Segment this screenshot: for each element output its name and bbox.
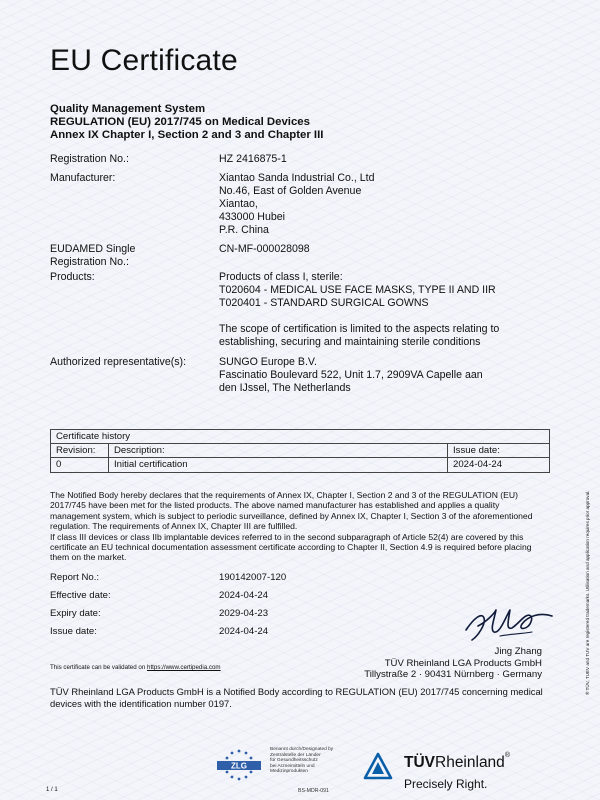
validation-prefix: This certificate can be validated on xyxy=(50,664,147,671)
report-label: Report No.: xyxy=(50,572,100,583)
certificate-history-table xyxy=(50,429,550,473)
zlg-logo-icon xyxy=(215,748,263,784)
zlg-line: Medizinprodukten xyxy=(270,769,308,775)
registration-label: Registration No.: xyxy=(50,153,129,165)
scope-line: The scope of certification is limited to the aspects relating to xyxy=(219,323,500,335)
manufacturer-line: P.R. China xyxy=(219,224,269,236)
heading-line: REGULATION (EU) 2017/745 on Medical Devices xyxy=(50,116,310,128)
validation-note xyxy=(50,664,221,671)
history-description: Initial certification xyxy=(109,458,448,472)
product-line: T020604 - MEDICAL USE FACE MASKS, TYPE II AND IIR xyxy=(219,284,496,296)
page-title: EU Certificate xyxy=(50,44,238,77)
expiry-date-value: 2029-04-23 xyxy=(219,608,269,619)
history-issue-date: 2024-04-24 xyxy=(453,459,503,470)
effective-date-value: 2024-04-24 xyxy=(219,590,269,601)
authorized-line: den IJssel, The Netherlands xyxy=(219,382,351,394)
signer-company: TÜV Rheinland LGA Products GmbH xyxy=(384,657,542,669)
tuv-registered-mark: ® xyxy=(504,752,510,759)
eudamed-label-line: EUDAMED Single xyxy=(50,243,136,255)
page-number: 1 / 1 xyxy=(46,787,58,793)
products-label: Products: xyxy=(50,271,95,283)
tuv-brand-name xyxy=(404,754,510,772)
products-value xyxy=(219,271,539,349)
product-line: Products of class I, sterile: xyxy=(219,271,343,283)
report-value: 190142007-120 xyxy=(219,572,287,583)
effective-date-label: Effective date: xyxy=(50,590,111,601)
eudamed-label xyxy=(50,243,215,269)
authorized-line: SUNGO Europe B.V. xyxy=(219,356,317,368)
history-header-description: Description: xyxy=(109,444,448,457)
registration-value: HZ 2416875-1 xyxy=(219,153,287,165)
zlg-line: Zentralstelle der Länder xyxy=(270,752,321,758)
tuv-name-bold: TÜV xyxy=(404,754,435,771)
history-header-issue-date: Issue date: xyxy=(453,445,500,456)
authorized-line: Fascinatio Boulevard 522, Unit 1.7, 2909VA Capelle aan xyxy=(219,369,483,381)
heading-line: Annex IX Chapter I, Section 2 and 3 and Chapter III xyxy=(50,129,324,141)
authorized-label: Authorized representative(s): xyxy=(50,356,187,368)
manufacturer-line: No.46, East of Golden Avenue xyxy=(219,185,362,197)
zlg-logo-text: ZLG xyxy=(231,761,247,771)
manufacturer-label: Manufacturer: xyxy=(50,172,116,184)
eudamed-value: CN-MF-000028098 xyxy=(219,243,310,255)
trademark-note: ® TÜV, TUEV and TUV are registered trademarks. Utilisation and application requires prior approval. xyxy=(585,490,590,695)
signer-block xyxy=(364,646,542,681)
zlg-line: für Gesundheitsschutz xyxy=(270,758,318,764)
zlg-line: bei Arzneimitteln und xyxy=(270,763,315,769)
signature-mark xyxy=(460,600,560,645)
manufacturer-value xyxy=(219,172,539,237)
history-caption: Certificate history xyxy=(56,431,131,442)
heading-line: Quality Management System xyxy=(50,103,206,115)
history-revision: 0 xyxy=(51,458,109,472)
table-row xyxy=(51,458,549,472)
authorized-value xyxy=(219,356,539,395)
tuv-slogan: Precisely Right. xyxy=(404,777,488,791)
expiry-date-label: Expiry date: xyxy=(50,608,101,619)
certificate-heading xyxy=(50,103,323,142)
tuv-triangle-icon xyxy=(363,752,393,780)
manufacturer-line: 433000 Hubei xyxy=(219,211,285,223)
history-header-row xyxy=(51,444,549,458)
history-caption-row xyxy=(51,430,549,444)
signer-name: Jing Zhang xyxy=(494,646,542,657)
eudamed-label-line: Registration No.: xyxy=(50,256,129,268)
issue-date-value: 2024-04-24 xyxy=(219,626,269,637)
scope-line: establishing, securing and maintaining sterile conditions xyxy=(219,336,481,348)
product-line: T020401 - STANDARD SURGICAL GOWNS xyxy=(219,297,429,309)
manufacturer-line: Xiantao, xyxy=(219,198,258,210)
tuv-name-regular: Rheinland xyxy=(435,754,505,771)
history-header-revision: Revision: xyxy=(51,444,109,457)
issue-date-label: Issue date: xyxy=(50,626,97,637)
zlg-line: Benannt durch/Designated by xyxy=(270,747,334,752)
manufacturer-line: Xiantao Sanda Industrial Co., Ltd xyxy=(219,172,375,184)
zlg-designation xyxy=(270,747,340,794)
zlg-code: BS-MDR-091 xyxy=(298,788,329,794)
declaration-text: The Notified Body hereby declares that the requirements of Annex IX, Chapter I, Section 2 and 3 of the REGULATION (EU) 2017/745 have been met for the listed products. The above named manufacturer has established and applies a quality management system, which is subject to periodic surveillance, defined by Annex IX, Chapter I, Section 3 of the aforementioned regulation. The requirements of Annex IX, Chapter III are fulfilled. If class III devices or class IIb implantable devices referred to in the second subparagraph of Article 52(4) are covered by this certificate an EU technical documentation assessment certificate according to Chapter II, Section 4.9 is required before placing them on the market. xyxy=(50,490,533,563)
signer-address: Tillystraße 2 · 90431 Nürnberg · Germany xyxy=(364,669,542,680)
certipedia-link[interactable]: https://www.certipedia.com xyxy=(147,664,221,671)
notified-body-note: TÜV Rheinland LGA Products GmbH is a Notified Body according to REGULATION (EU) 2017/745 concerning medical devices with the identification number 0197. xyxy=(50,686,543,709)
